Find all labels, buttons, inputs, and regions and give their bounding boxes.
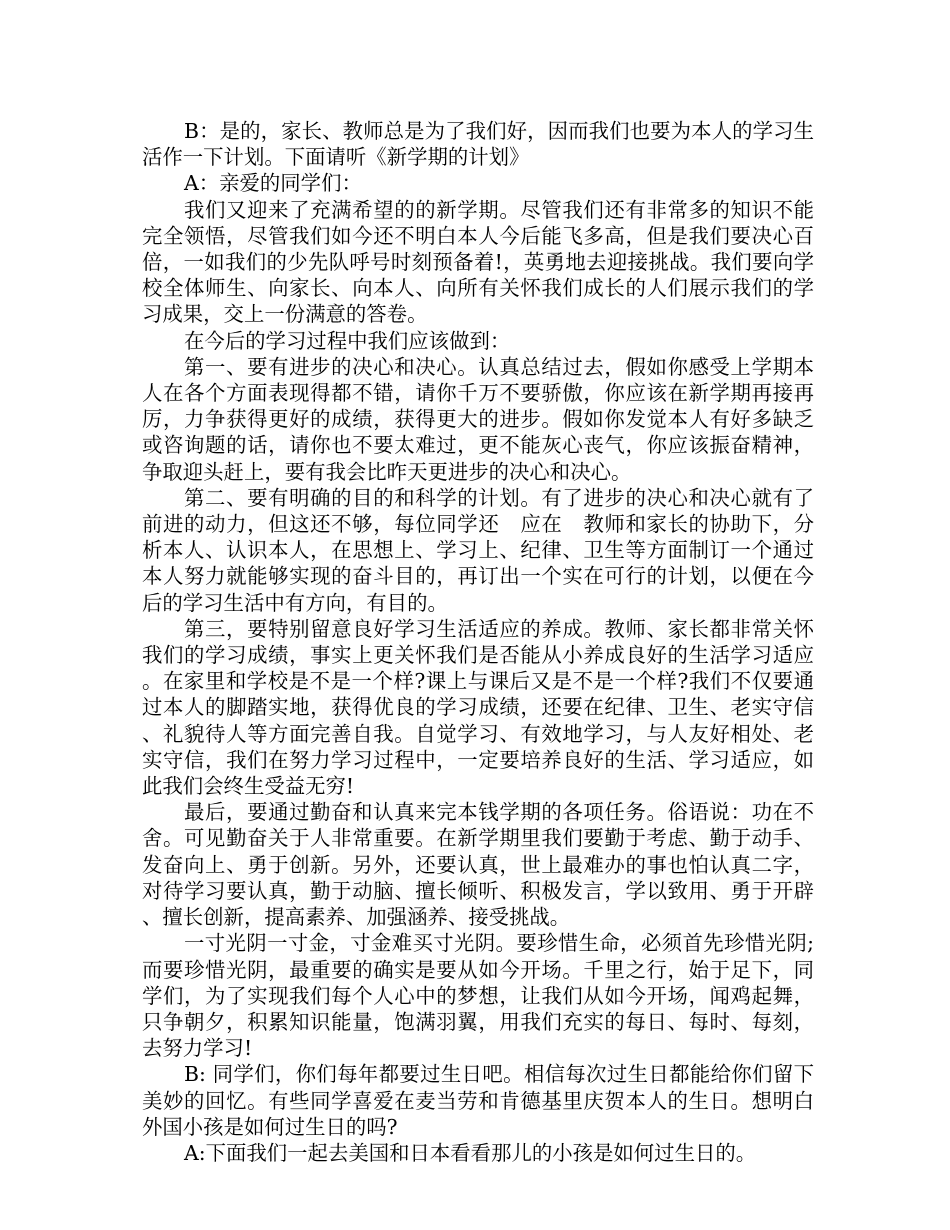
paragraph-first: 第一、要有进步的决心和决心。认真总结过去，假如你感受上学期本人在各个方面表现得都不错，请你千万不要骄傲，你应该在新学期再接再厉，力争获得更好的成绩，获得更大的进步。假如你发觉本人有好多缺乏或咨询题的话，请你也不要太难过，更不能灰心丧气，你应该振奋精神，争取迎头赶上，要有我会比昨天更进步的决心和决心。 bbox=[142, 354, 814, 484]
paragraph-b-intro: B：是的，家长、教师总是为了我们好，因而我们也要为本人的学习生活作一下计划。下面请听《新学期的计划》 bbox=[142, 119, 814, 170]
document-body bbox=[142, 118, 814, 1166]
paragraph-a-closing: A:下面我们一起去美国和日本看看那儿的小孩是如何过生日的。 bbox=[184, 1140, 757, 1165]
paragraph-a-greeting: A：亲爱的同学们： bbox=[184, 171, 362, 196]
paragraph-second: 第二、要有明确的目的和科学的计划。有了进步的决心和决心就有了前进的动力，但这还不够，每位同学还 应在 教师和家长的协助下，分析本人、认识本人，在思想上、学习上、纪律、卫生等方面制订一个通过本人努力就能够实现的奋斗目的，再订出一个实在可行的计划，以便在今后的学习生活中有方向，有目的。 bbox=[142, 485, 814, 615]
paragraph-should-do: 在今后的学习过程中我们应该做到： bbox=[184, 328, 511, 353]
paragraph-finally: 最后，要通过勤奋和认真来完本钱学期的各项任务。俗语说：功在不舍。可见勤奋关于人非常重要。在新学期里我们要勤于考虑、勤于动手、发奋向上、勇于创新。另外，还要认真，世上最难办的事也怕认真二字，对待学习要认真，勤于动脑、擅长倾听、积极发言，学以致用、勇于开辟、擅长创新，提高素养、加强涵养、接受挑战。 bbox=[142, 800, 814, 930]
paragraph-b-birthday: B: 同学们，你们每年都要过生日吧。相信每次过生日都能给你们留下美妙的回忆。有些同学喜爱在麦当劳和肯德基里庆贺本人的生日。想明白外国小孩是如何过生日的吗? bbox=[142, 1062, 814, 1139]
paragraph-new-semester: 我们又迎来了充满希望的的新学期。尽管我们还有非常多的知识不能完全领悟，尽管我们如今还不明白本人今后能飞多高，但是我们要决心百倍，一如我们的少先队呼号时刻预备着!，英勇地去迎接挑战。我们要向学校全体师生、向家长、向本人、向所有关怀我们成长的人们展示我们的学习成果，交上一份满意的答卷。 bbox=[142, 197, 814, 327]
paragraph-time: 一寸光阴一寸金，寸金难买寸光阴。要珍惜生命，必须首先珍惜光阴;而要珍惜光阴，最重要的确实是要从如今开场。千里之行，始于足下，同学们，为了实现我们每个人心中的梦想，让我们从如今开场，闻鸡起舞，只争朝夕，积累知识能量，饱满羽翼，用我们充实的每日、每时、每刻，去努力学习! bbox=[142, 931, 814, 1061]
paragraph-third: 第三，要特别留意良好学习生活适应的养成。教师、家长都非常关怀我们的学习成绩，事实上更关怀我们是否能从小养成良好的生活学习适应。在家里和学校是不是一个样?课上与课后又是不是一个样?我们不仅要通过本人的脚踏实地，获得优良的学习成绩，还要在纪律、卫生、老实守信、礼貌待人等方面完善自我。自觉学习、有效地学习，与人友好相处、老实守信，我们在努力学习过程中，一定要培养良好的生活、学习适应，如此我们会终生受益无穷! bbox=[142, 616, 814, 799]
